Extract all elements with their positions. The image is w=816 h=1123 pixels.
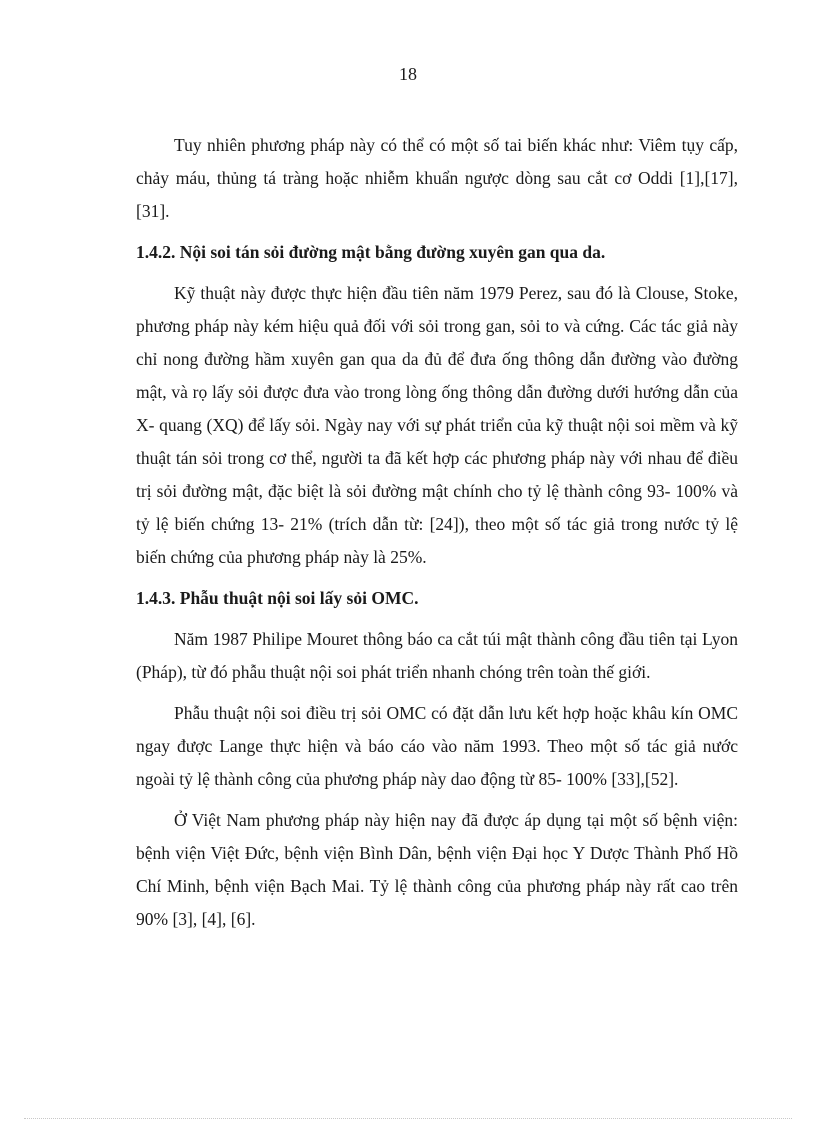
section-heading-1-4-3: 1.4.3. Phẫu thuật nội soi lấy sỏi OMC.: [136, 588, 419, 608]
page-number: 18: [399, 64, 417, 84]
paragraph-lange-1993: Phẫu thuật nội soi điều trị sỏi OMC có đặt dẫn lưu kết hợp hoặc khâu kín OMC ngay được Lange thực hiện và báo cáo vào năm 1993. Theo một số tác giả nước ngoài tỷ lệ thành công của phương pháp này dao động từ 85- 100% [33],[52].: [136, 703, 738, 789]
paragraph-mouret-1987: Năm 1987 Philipe Mouret thông báo ca cắt túi mật thành công đầu tiên tại Lyon (Pháp), từ đó phẫu thuật nội soi phát triển nhanh chóng trên toàn thế giới.: [136, 629, 738, 682]
section-heading-1-4-2: 1.4.2. Nội soi tán sỏi đường mật bằng đường xuyên gan qua da.: [136, 242, 606, 262]
page-bottom-divider: [24, 1118, 792, 1119]
document-body: [136, 129, 738, 944]
paragraph-vietnam: Ở Việt Nam phương pháp này hiện nay đã được áp dụng tại một số bệnh viện: bệnh viện Việt Đức, bệnh viện Bình Dân, bệnh viện Đại học Y Dược Thành Phố Hồ Chí Minh, bệnh viện Bạch Mai. Tỷ lệ thành công của phương pháp này rất cao trên 90% [3], [4], [6].: [136, 810, 738, 929]
paragraph-complications: Tuy nhiên phương pháp này có thể có một số tai biến khác như: Viêm tụy cấp, chảy máu, thủng tá tràng hoặc nhiễm khuẩn ngược dòng sau cắt cơ Oddi [1],[17],[31].: [136, 135, 738, 221]
paragraph-percutaneous-lithotripsy: Kỹ thuật này được thực hiện đầu tiên năm 1979 Perez, sau đó là Clouse, Stoke, phương pháp này kém hiệu quả đối với sỏi trong gan, sỏi to và cứng. Các tác giả này chỉ nong đường hầm xuyên gan qua da đủ để đưa ống thông dẫn đường vào đường mật, và rọ lấy sỏi được đưa vào trong lòng ống thông dẫn đường dưới hướng dẫn của X- quang (XQ) để lấy sỏi. Ngày nay với sự phát triển của kỹ thuật nội soi mềm và kỹ thuật tán sỏi trong cơ thể, người ta đã kết hợp các phương pháp này với nhau để điều trị sỏi đường mật, đặc biệt là sỏi đường mật chính cho tỷ lệ thành công 93- 100% và tỷ lệ biến chứng 13- 21% (trích dẫn từ: [24]), theo một số tác giả trong nước tỷ lệ biến chứng của phương pháp này là 25%.: [136, 283, 738, 567]
